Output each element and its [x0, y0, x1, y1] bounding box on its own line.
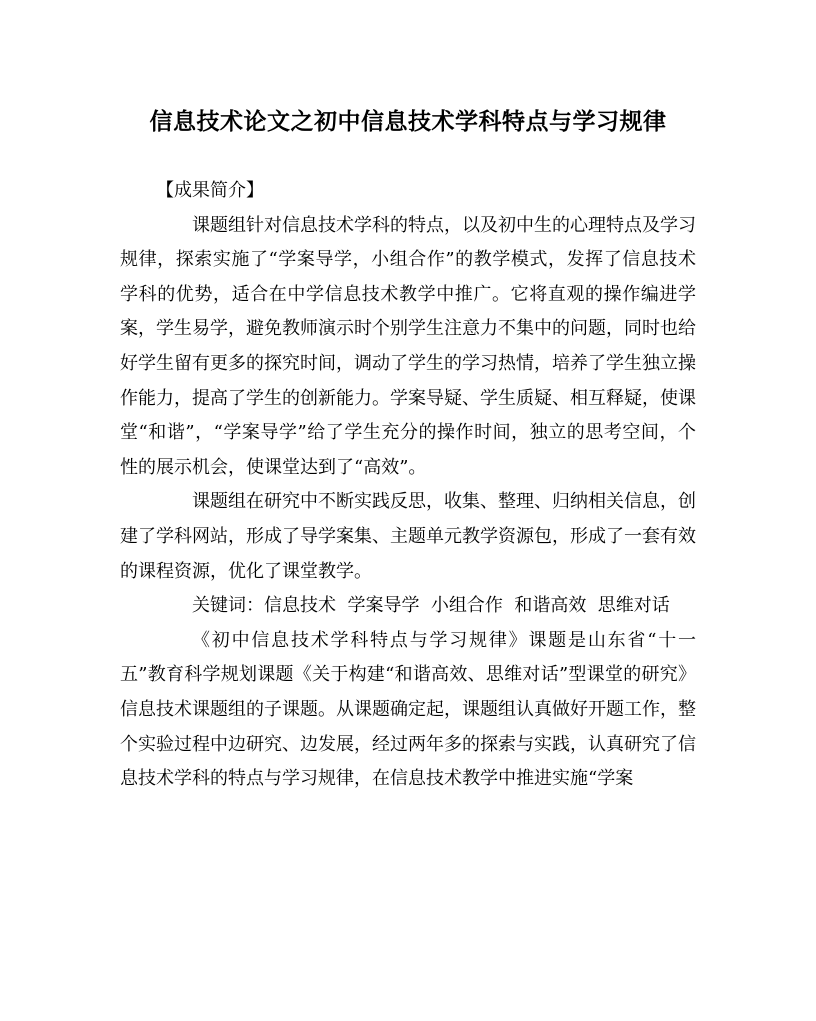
- paragraph-background: 《初中信息技术学科特点与学习规律》课题是山东省“十一五”教育科学规划课题《关于构建“和谐高效、思维对话”型课堂的研究》信息技术课题组的子课题。从课题确定起，课题组认真做好开题工作，整个实验过程中边研究、边发展，经过两年多的探索与实践，认真研究了信息技术学科的特点与学习规律，在信息技术教学中推进实施“学案: [120, 629, 696, 790]
- document-title: 信息技术论文之初中信息技术学科特点与学习规律: [149, 108, 667, 135]
- document-body: [120, 174, 696, 797]
- paragraph-research: 课题组在研究中不断实践反思，收集、整理、归纳相关信息，创建了学科网站，形成了导学案集、主题单元教学资源包，形成了一套有效的课程资源，优化了课堂教学。: [120, 491, 696, 582]
- paragraph-summary: 课题组针对信息技术学科的特点，以及初中生的心理特点及学习规律，探索实施了“学案导学，小组合作”的教学模式，发挥了信息技术学科的优势，适合在中学信息技术教学中推广。它将直观的操作编进学案，学生易学，避免教师演示时个别学生注意力不集中的问题，同时也给好学生留有更多的探究时间，调动了学生的学习热情，培养了学生独立操作能力，提高了学生的创新能力。学案导疑、学生质疑、相互释疑，使课堂“和谐”，“学案导学”给了学生充分的操作时间，独立的思考空间，个性的展示机会，使课堂达到了“高效”。: [120, 214, 696, 478]
- section-label: 【成果简介】: [156, 180, 264, 201]
- paragraph-keywords: 关键词：信息技术 学案导学 小组合作 和谐高效 思维对话: [192, 595, 670, 617]
